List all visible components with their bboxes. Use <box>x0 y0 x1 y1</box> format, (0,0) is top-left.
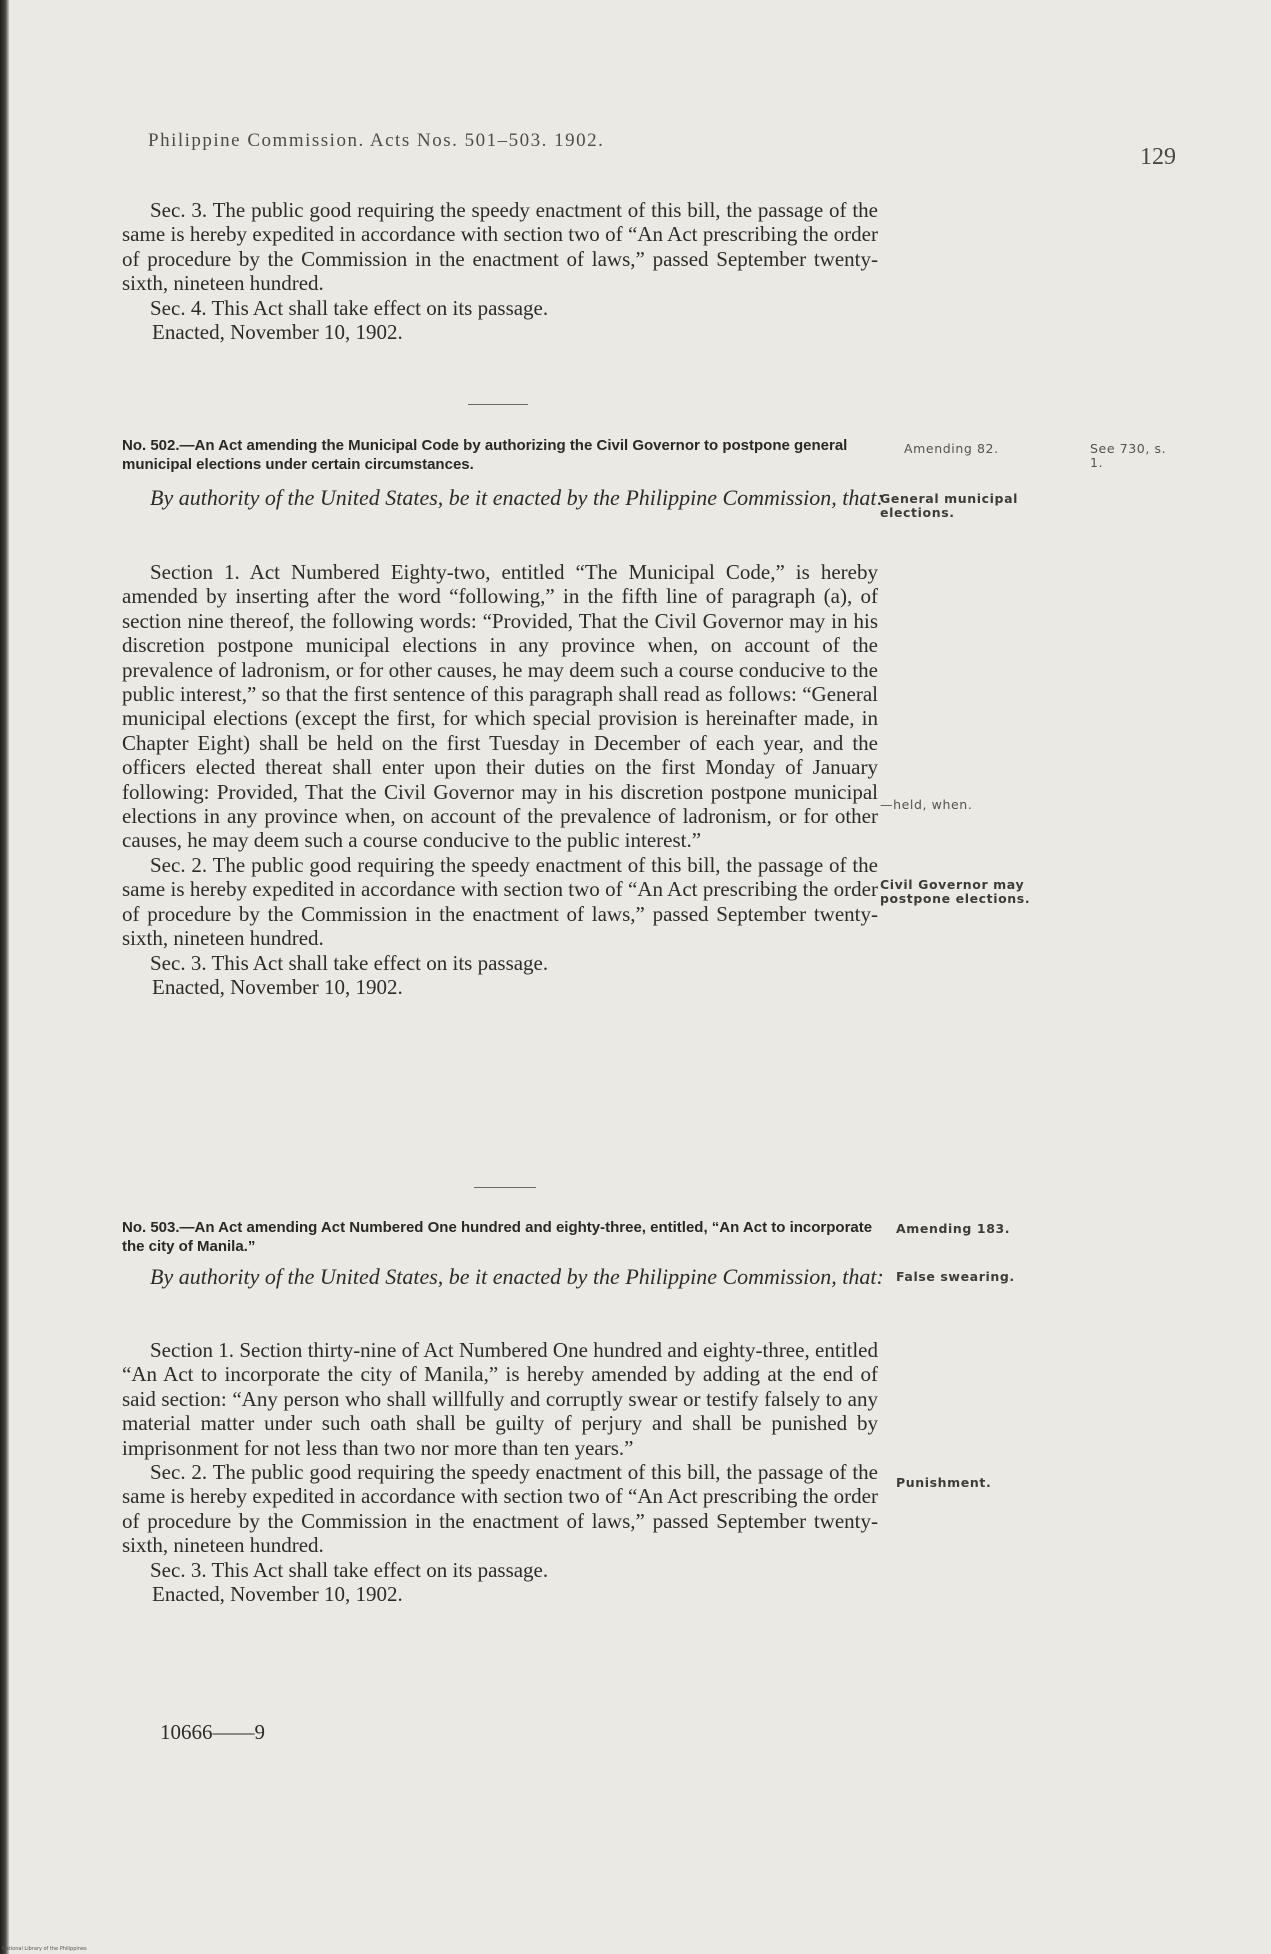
section-divider <box>468 404 528 405</box>
running-header: Philippine Commission. Acts Nos. 501–503. 1902. <box>148 130 605 151</box>
act501-sec4: Sec. 4. This Act shall take effect on its passage. <box>150 295 549 320</box>
page-number: 129 <box>1140 144 1176 170</box>
act502-title <box>122 436 878 474</box>
act502-number: No. 502. <box>122 437 180 454</box>
margin-general-elections: General municipal elections. <box>880 491 1019 520</box>
margin-false-swearing: False swearing. <box>896 1269 1015 1284</box>
margin-held-when: —held, when. <box>880 797 973 812</box>
act502-title-text: —An Act amending the Municipal Code by authorizing the Civil Governor to postpone general municipal elections under certain circumstances. <box>122 437 848 473</box>
margin-civil-governor: Civil Governor may postpone elections. <box>880 877 1031 906</box>
section-divider <box>474 1187 536 1188</box>
act502-sec3: Sec. 3. This Act shall take effect on its passage. <box>150 950 549 975</box>
act501-sec3: Sec. 3. The public good requiring the speedy enactment of this bill, the passage of the same is hereby expedited in accordance with section two of “An Act prescribing the order of procedure by the Commission in the enactment of laws,” passed September twenty-sixth, nineteen hundred. <box>122 198 878 296</box>
act503-sec2: Sec. 2. The public good requiring the speedy enactment of this bill, the passage of the same is hereby expedited in accordance with section two of “An Act prescribing the order of procedure by the Commission in the enactment of laws,” passed September twenty-sixth, nineteen hundred. <box>122 1460 878 1558</box>
margin-amending-183: Amending 183. <box>896 1221 1011 1236</box>
act502-sec2: Sec. 2. The public good requiring the speedy enactment of this bill, the passage of the same is hereby expedited in accordance with section two of “An Act prescribing the order of procedure by the Commission in the enactment of laws,” passed September twenty-sixth, nineteen hundred. <box>122 852 878 951</box>
margin-see-730: See 730, s. 1. <box>1090 441 1167 470</box>
printer-signature-mark: 10666——9 <box>160 1720 265 1744</box>
act501-enacted: Enacted, November 10, 1902. <box>152 320 403 345</box>
act501-tail <box>122 198 878 344</box>
act503-number: No. 503. <box>122 1219 180 1236</box>
act502-authority: By authority of the United States, be it enacted by the Philippine Commission, that: <box>150 485 884 510</box>
scan-page-edge <box>0 0 9 1954</box>
act503-authority: By authority of the United States, be it enacted by the Philippine Commission, that: <box>150 1264 884 1289</box>
margin-punishment: Punishment. <box>896 1475 992 1490</box>
act503-sec3: Sec. 3. This Act shall take effect on its passage. <box>150 1557 549 1582</box>
act502-section1: Section 1. Act Numbered Eighty-two, entitled “The Municipal Code,” is hereby amended by inserting after the word “following,” in the fifth line of paragraph (a), of section nine thereof, the following words: “Provided, That the Civil Governor may in his discretion postpone municipal elections in any province when, on account of the prevalence of ladronism, or for other causes, he may deem such a course conducive to the public interest,” so that the first sentence of this paragraph shall read as follows: “General municipal elections (except the first, for which special provision is hereinafter made, in Chapter Eight) shall be held on the first Tuesday in December of each year, and the officers elected thereat shall enter upon their duties on the first Monday of January following: Provided, That the Civil Governor may in his discretion postpone municipal elections in any province when, on account of the prevalence of ladronism, or for other causes, he may deem such a course conducive to the public interest.” <box>122 560 878 853</box>
act503-title <box>122 1218 878 1256</box>
act503-section1: Section 1. Section thirty-nine of Act Numbered One hundred and eighty-three, entitled “An Act to incorporate the city of Manila,” is hereby amended by adding at the end of said section: “Any person who shall willfully and corruptly swear or testify falsely to any material matter under such oath shall be guilty of perjury and shall be punished by imprisonment for not less than two nor more than ten years.” <box>122 1338 878 1460</box>
act503-enacted: Enacted, November 10, 1902. <box>152 1582 403 1607</box>
scan-footer: National Library of the Philippines <box>2 1946 87 1952</box>
act503-title-text: —An Act amending Act Numbered One hundred and eighty-three, entitled, “An Act to incorporate the city of Manila.” <box>122 1219 873 1255</box>
act502-enacted: Enacted, November 10, 1902. <box>152 974 403 999</box>
act502-body <box>122 560 878 999</box>
margin-amending-82: Amending 82. <box>904 441 999 456</box>
act503-body <box>122 1338 878 1606</box>
